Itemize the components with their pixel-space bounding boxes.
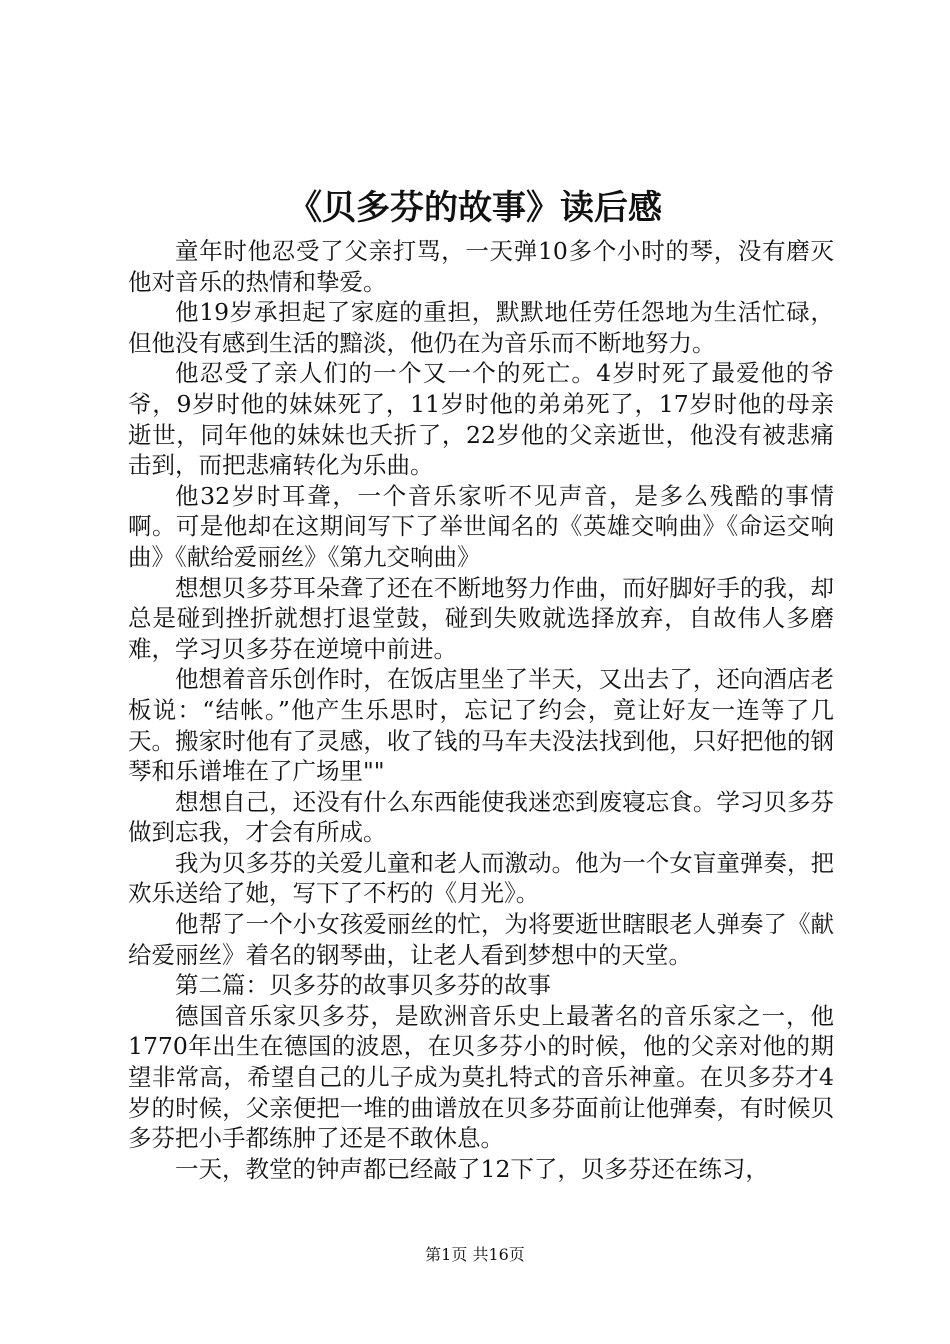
paragraph: 他想着音乐创作时，在饭店里坐了半天，又出去了，还向酒店老板说：“结帐。”他产生乐思时，忘记了约会，竟让好友一连等了几天。搬家时他有了灵感，收了钱的马车夫没法找到他，只好把他的钢琴和乐谱堆在了广场里""	[128, 665, 834, 786]
paragraph: 童年时他忍受了父亲打骂，一天弹10多个小时的琴，没有磨灭他对音乐的热情和挚爱。	[128, 237, 834, 296]
paragraph: 一天，教堂的钟声都已经敲了12下了，贝多芬还在练习，	[175, 1154, 769, 1183]
section-heading: 第二篇：贝多芬的故事贝多芬的故事	[175, 971, 551, 1000]
paragraph: 德国音乐家贝多芬，是欧洲音乐史上最著名的音乐家之一，他1770年出生在德国的波恩，在贝多芬小的时候，他的父亲对他的期望非常高，希望自己的儿子成为莫扎特式的音乐神童。在贝多芬才4岁的时候，父亲便把一堆的曲谱放在贝多芬面前让他弹奏，有时候贝多芬把小手都练肿了还是不敢休息。	[128, 1001, 834, 1153]
paragraph: 想想自己，还没有什么东西能使我迷恋到废寝忘食。学习贝多芬做到忘我，才会有所成。	[128, 787, 834, 847]
page-number-footer: 第1页 共16页	[425, 1245, 525, 1264]
document-body	[128, 236, 834, 1184]
document-title: 《贝多芬的故事》读后感	[288, 188, 662, 228]
paragraph: 他19岁承担起了家庭的重担，默默地任劳任怨地为生活忙碌，但他没有感到生活的黯淡，他仍在为音乐而不断地努力。	[128, 298, 834, 357]
paragraph: 他32岁时耳聋，一个音乐家听不见声音，是多么残酷的事情啊。可是他却在这期间写下了举世闻名的《英雄交响曲》《命运交响曲》《献给爱丽丝》《第九交响曲》	[128, 481, 834, 571]
paragraph: 我为贝多芬的关爱儿童和老人而激动。他为一个女盲童弹奏，把欢乐送给了她，写下了不朽的《月光》。	[128, 848, 834, 908]
paragraph: 他忍受了亲人们的一个又一个的死亡。4岁时死了最爱他的爷爷，9岁时他的妹妹死了，11岁时他的弟弟死了，17岁时他的母亲逝世，同年他的妹妹也夭折了，22岁他的父亲逝世，他没有被悲痛击到，而把悲痛转化为乐曲。	[128, 359, 834, 480]
paragraph: 想想贝多芬耳朵聋了还在不断地努力作曲，而好脚好手的我，却总是碰到挫折就想打退堂鼓，碰到失败就选择放弃，自故伟人多磨难，学习贝多芬在逆境中前进。	[128, 573, 834, 663]
paragraph: 他帮了一个小女孩爱丽丝的忙，为将要逝世瞎眼老人弹奏了《献给爱丽丝》着名的钢琴曲，让老人看到梦想中的天堂。	[128, 910, 834, 969]
